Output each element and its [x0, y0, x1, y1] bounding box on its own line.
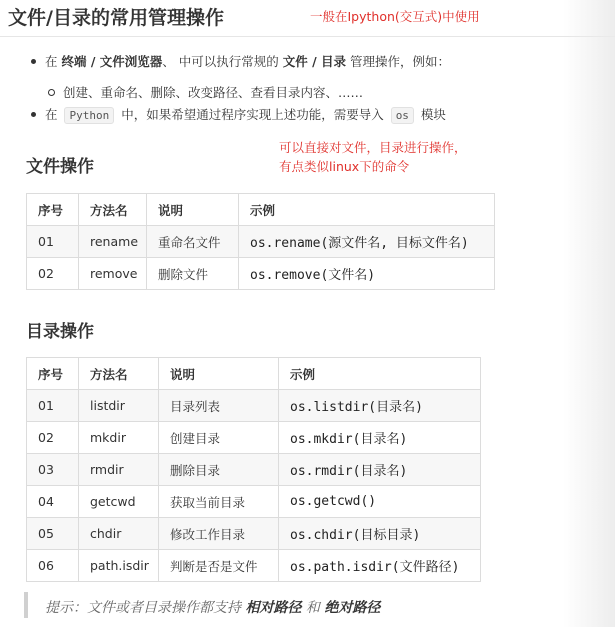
cell-example: os.chdir(目标目录) — [279, 518, 481, 550]
dir-section-title: 目录操作 — [26, 322, 94, 342]
cell-method: rmdir — [79, 454, 159, 486]
cell-method: path.isdir — [79, 550, 159, 582]
cell-description: 创建目录 — [159, 422, 279, 454]
header-index: 序号 — [27, 194, 79, 226]
cell-index: 06 — [27, 550, 79, 582]
cell-example: os.listdir(目录名) — [279, 390, 481, 422]
intro-sub-bullet: 创建、重命名、删除、改变路径、查看目录内容、…… — [48, 83, 363, 101]
annotation-mid-line1: 可以直接对文件，目录进行操作， — [279, 140, 467, 155]
intro-bullet-2: 在 Python 中，如果希望通过程序实现上述功能，需要导入 os 模块 — [31, 105, 446, 124]
bullet-dot-icon — [31, 112, 36, 117]
cell-method: mkdir — [79, 422, 159, 454]
file-section-title: 文件操作 — [26, 157, 94, 177]
cell-description: 目录列表 — [159, 390, 279, 422]
cell-index: 02 — [27, 422, 79, 454]
table-row — [27, 226, 495, 258]
right-edge-shadow — [563, 0, 615, 627]
cell-index: 01 — [27, 390, 79, 422]
cell-description: 删除目录 — [159, 454, 279, 486]
cell-index: 03 — [27, 454, 79, 486]
page-title: 文件/目录的常用管理操作 — [8, 7, 224, 29]
table-row — [27, 550, 481, 582]
bullet-dot-icon — [31, 59, 36, 64]
table-row — [27, 518, 481, 550]
cell-method: listdir — [79, 390, 159, 422]
bullet-circle-icon — [48, 89, 55, 96]
cell-method: rename — [79, 226, 147, 258]
cell-example: os.remove(文件名) — [239, 258, 495, 290]
tip-text: 提示：文件或者目录操作都支持 相对路径 和 绝对路径 — [45, 600, 381, 616]
cell-description: 判断是否是文件 — [159, 550, 279, 582]
inline-code-python: Python — [64, 107, 114, 124]
inline-code-os: os — [391, 107, 414, 124]
cell-example: os.path.isdir(文件路径) — [279, 550, 481, 582]
table-row — [27, 486, 481, 518]
file-operations-table — [26, 193, 495, 290]
cell-example: os.mkdir(目录名) — [279, 422, 481, 454]
annotation-mid-line2: 有点类似linux下的命令 — [279, 159, 410, 174]
cell-method: chdir — [79, 518, 159, 550]
tip-quote-bar — [24, 592, 28, 618]
cell-example: os.rename(源文件名, 目标文件名) — [239, 226, 495, 258]
table-row — [27, 390, 481, 422]
header-index: 序号 — [27, 358, 79, 390]
header-example: 示例 — [239, 194, 495, 226]
cell-index: 04 — [27, 486, 79, 518]
cell-index: 01 — [27, 226, 79, 258]
cell-example: os.getcwd() — [279, 486, 481, 518]
header-description: 说明 — [159, 358, 279, 390]
dir-operations-table — [26, 357, 481, 582]
header-description: 说明 — [147, 194, 239, 226]
table-row — [27, 258, 495, 290]
cell-description: 获取当前目录 — [159, 486, 279, 518]
cell-description: 删除文件 — [147, 258, 239, 290]
cell-example: os.rmdir(目录名) — [279, 454, 481, 486]
table-header-row — [27, 358, 481, 390]
cell-description: 重命名文件 — [147, 226, 239, 258]
header-example: 示例 — [279, 358, 481, 390]
cell-index: 05 — [27, 518, 79, 550]
cell-method: getcwd — [79, 486, 159, 518]
cell-index: 02 — [27, 258, 79, 290]
header-method: 方法名 — [79, 358, 159, 390]
intro-bullet-1: 在 终端 / 文件浏览器、 中可以执行常规的 文件 / 目录 管理操作，例如： — [31, 52, 450, 70]
title-divider — [0, 36, 615, 37]
header-method: 方法名 — [79, 194, 147, 226]
cell-method: remove — [79, 258, 147, 290]
annotation-top: 一般在Ipython(交互式)中使用 — [310, 9, 480, 24]
table-header-row — [27, 194, 495, 226]
cell-description: 修改工作目录 — [159, 518, 279, 550]
table-row — [27, 422, 481, 454]
table-row — [27, 454, 481, 486]
